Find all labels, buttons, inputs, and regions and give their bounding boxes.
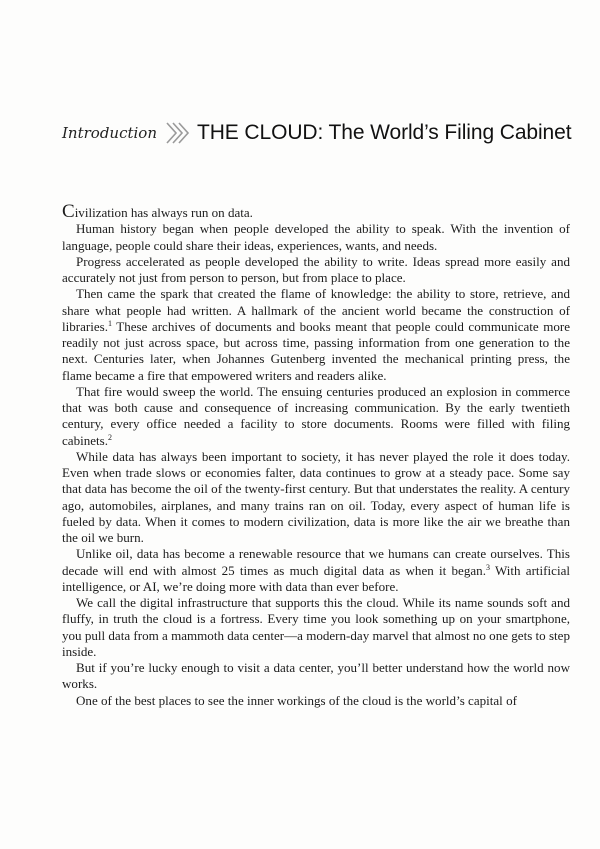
paragraph-8: We call the digital infrastructure that supports this the cloud. While its name sounds soft and fluffy, in truth the cloud is a fortress. Every time you look something up on your smartphone, you pull data from a mammoth data center—a modern-day marvel that almost no one gets to step inside. [62,595,570,659]
chapter-title: THE CLOUD: The World’s Filing Cabinet [197,121,572,144]
footnote-marker: 2 [108,432,113,442]
paragraph-9: But if you’re lucky enough to visit a data center, you’ll better understand how the world now works. [62,660,570,692]
paragraph-1: Civilization has always run on data. [62,201,253,222]
paragraph-10: One of the best places to see the inner workings of the cloud is the world’s capital of [76,692,517,708]
paragraph-3: Progress accelerated as people developed the ability to write. Ideas spread more easily and accurately not just from person to person, but from place to place. [62,253,570,285]
body-text [62,201,570,709]
paragraph-5: That fire would sweep the world. The ensuing centuries produced an explosion in commerce that was both cause and consequence of increasing communication. By the early twentieth century, every office needed a facility to store documents. Rooms were filled with filing cabinets.$^2$ [62,383,570,448]
drop-cap: C [62,201,75,222]
paragraph-2: Human history began when people developed the ability to speak. With the invention of language, people could share their ideas, experiences, wants, and needs. [62,221,570,253]
paragraph-7: Unlike oil, data has become a renewable resource that we humans can create ourselves. This decade will end with almost 25 times as much digital data as when it began.$^3$ With artificial intelligence, or AI, we’re doing more with data than ever before. [62,546,570,594]
chevron-arrow-icon [163,120,193,146]
chapter-heading [62,118,582,148]
paragraph-6: While data has always been important to society, it has never played the role it does today. Even when trade slows or economies falter, data continues to grow at a steady pace. Some say that data has become the oil of the twenty-first century. But that understates the reality. A century ago, automobiles, airplanes, and many trains ran on oil. Today, every aspect of human life is fueled by data. When it comes to modern civilization, data is more like the air we breathe than the oil we burn. [62,448,570,545]
paragraph-4: Then came the spark that created the flame of knowledge: the ability to store, retrieve, and share what people had written. A hallmark of the ancient world became the construction of libraries.$^1$ These archives of documents and books meant that people could communicate more readily not just across space, but across time, passing information from one generation to the next. Centuries later, when Johannes Gutenberg invented the mechanical printing press, the flame became a fire that empowered writers and readers alike. [62,286,570,383]
footnote-marker: 1 [108,318,113,328]
footnote-marker: 3 [485,562,490,572]
chapter-label: Introduction [62,124,157,142]
